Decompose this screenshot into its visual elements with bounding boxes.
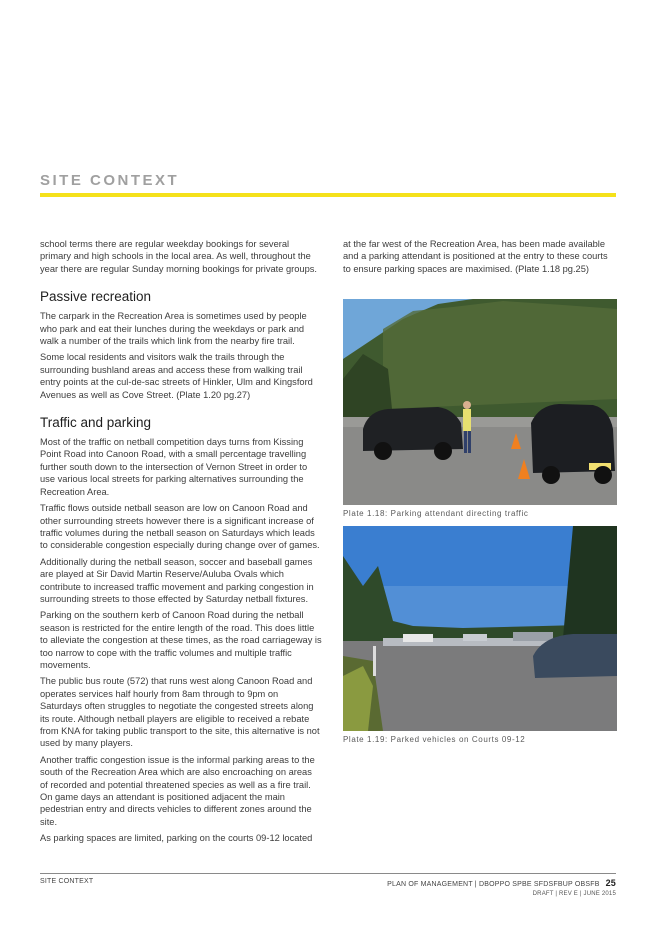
section-title: SITE CONTEXT — [40, 172, 180, 189]
passive-paragraph-2: Some local residents and visitors walk the trails through the surrounding bushland areas and access these from walking trail entry points at the cul-de-sac streets of Hinkler, Ulm and Kingsford Avenues as well as Cove Street. (Plate 1.20 pg.27) — [40, 352, 313, 400]
plate-1-18 — [343, 299, 617, 518]
intro-paragraph: school terms there are regular weekday bookings for several primary and high schools in the local area. As well, throughout the year there are regular Sunday morning bookings for private groups. — [40, 239, 317, 274]
right-column — [343, 238, 617, 744]
traffic-paragraph-7: As parking spaces are limited, parking on the courts 09-12 located — [40, 833, 313, 844]
traffic-paragraph-6: Another traffic congestion issue is the informal parking areas to the south of the Recreation Area which are also encroaching on areas of recorded and potential threatened species as well as a fire trail. On game days an attendant is positioned adjacent the main pedestrian entry and directs vehicles to different zones around the site. — [40, 754, 315, 827]
footer-right — [387, 878, 616, 897]
plate-1-19 — [343, 526, 617, 744]
section-title-rule — [40, 193, 616, 197]
traffic-parking-heading: Traffic and parking — [40, 415, 152, 431]
footer-section-label: SITE CONTEXT — [40, 878, 94, 885]
left-column — [40, 238, 322, 849]
footer-document-title: PLAN OF MANAGEMENT | DBOPPO SPBE SFDSFBUP OBSFB — [387, 881, 600, 888]
passive-recreation-heading: Passive recreation — [40, 289, 152, 305]
traffic-paragraph-5: The public bus route (572) that runs west along Canoon Road and operates services half hourly from 8am through to 9pm on Saturdays often struggles to negotiate the congested streets along its route. Although netball players are eligible to received a rebate from KNA for taking public transport to the site, this alternative is not used by many players. — [40, 676, 320, 749]
photo-parking-attendant-icon — [343, 299, 617, 505]
footer-rule — [40, 873, 616, 874]
footer-draft-info: DRAFT | REV E | JUNE 2015 — [532, 891, 616, 897]
page-number: 25 — [605, 878, 616, 888]
plate-1-18-caption: Plate 1.18: Parking attendant directing traffic — [343, 509, 529, 519]
right-intro-paragraph: at the far west of the Recreation Area, has been made available and a parking attendant is positioned at the entry to these courts to ensure parking spaces are maximised. (Plate 1.18 pg.25) — [343, 239, 608, 274]
plate-1-19-caption: Plate 1.19: Parked vehicles on Courts 09-12 — [343, 735, 526, 745]
passive-paragraph-1: The carpark in the Recreation Area is sometimes used by people who park and eat their lunches during the weekdays or park and walk a number of the trails which link from the nearby fire trail. — [40, 311, 307, 347]
traffic-paragraph-1: Most of the traffic on netball competition days turns from Kissing Point Road into Canoon Road, with a small percentage travelling further south down to the intersection of Vernon Street in order to use various local streets for parking alternatives surrounding the Recreation Area. — [40, 437, 308, 497]
traffic-paragraph-2: Traffic flows outside netball season are low on Canoon Road and other surrounding streets however there is a significant increase of traffic volumes during the netball season on Saturdays which leads to considerable congestion especially during change over of games. — [40, 503, 320, 551]
traffic-paragraph-4: Parking on the southern kerb of Canoon Road during the netball season is restricted for the entire length of the road. This does little to alleviate the congestion at these times, as the road carriageway is too narrow to cope with the traffic volumes and multiple traffic movements. — [40, 610, 322, 670]
photo-parked-vehicles-icon — [343, 526, 617, 731]
traffic-paragraph-3: Additionally during the netball season, soccer and baseball games are played at Sir David Martin Reserve/Auluba Ovals which contribute to increased traffic movement and parking congestion in surrounding streets to those effected by Saturday netball fixtures. — [40, 556, 314, 604]
